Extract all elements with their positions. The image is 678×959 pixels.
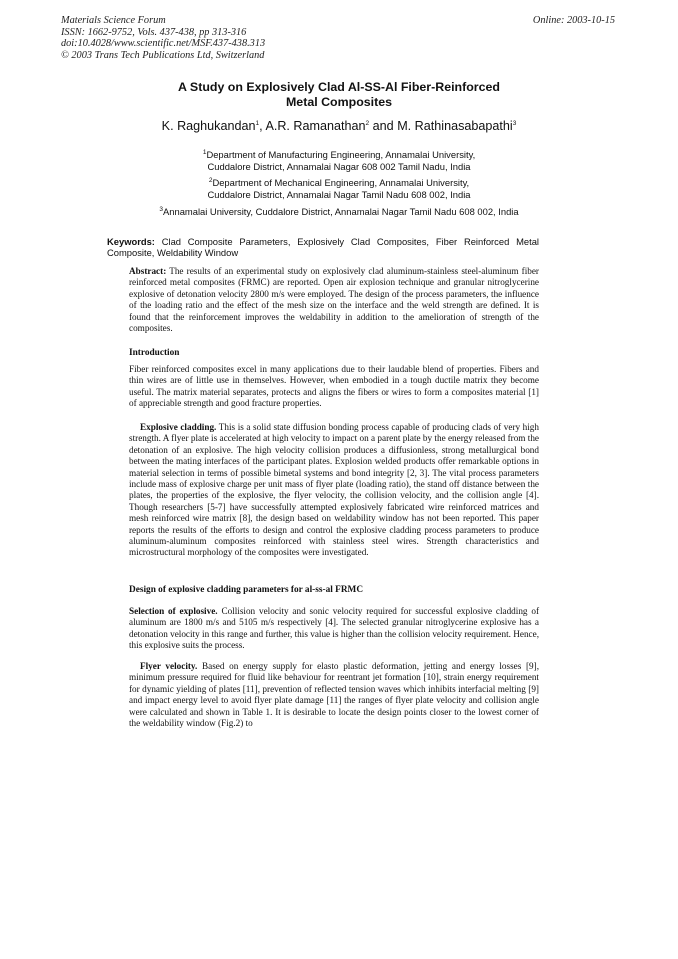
journal-name: Materials Science Forum [61,15,166,26]
introduction-heading: Introduction [129,348,180,358]
author-2: A.R. Ramanathan [265,119,366,133]
explosive-cladding-text: This is a solid state diffusion bonding process capable of producing clads of very high strength. A flyer plate is accelerated at high velocity to impact on a parent plate by the energy released from the detonation of an explosive. The high velocity collision produces a diffusionless, strong metallurgical bond between the mating interfaces of the participant plates. Explosion welded products offer remarkable options in material selection in terms of possible bimetal systems and bond integrity [2, 3]. The vital process parameters include mass of explosive charge per unit mass of flyer plate (loading ratio), the stand off distance between the plates, the properties of the explosive, the flyer velocity, the collision velocity, and the collision angle [4]. Though researchers [5-7] have successfully attempted explosively fabricated wire reinforced matrices and mesh reinforced wire matrix [8], the design based on weldability window has not been reported. This paper reports the results of the efforts to design and control the explosive cladding process parameters to produce aluminum-aluminum composites reinforced with stainless steel wires. Strength characteristics and microstructural morphology of the composites were investigated. [129,422,539,558]
introduction-text: Fiber reinforced composites excel in many applications due to their laudable blend of properties. Fibers and thin wires are of little use in themselves. However, when embodied in a tough ductile matrix they become useful. The matrix material separates, protects and aligns the fibers or wires to form a composites material [1] of appreciable strength and good fracture properties. [129,364,539,409]
author-3-mark: 3 [512,119,517,127]
explosive-cladding-paragraph [129,422,539,559]
affiliation-mark: 1 [202,148,207,156]
author-separator: and [369,119,398,133]
journal-header [61,15,265,61]
affiliation-line: Cuddalore District, Annamalai Nagar 608 002 Tamil Nadu, India [207,160,471,172]
author-1-mark: 1 [255,119,260,127]
affiliation-line: Department of Manufacturing Engineering, Annamalai University, [206,149,476,160]
design-heading: Design of explosive cladding parameters for al-ss-al FRMC [129,585,364,595]
issn-line: ISSN: 1662-9752, Vols. 437-438, pp 313-316 [61,26,247,38]
copyright-line: © 2003 Trans Tech Publications Ltd, Switzerland [61,49,265,61]
explosive-cladding-label: Explosive cladding. [140,422,217,432]
author-list [0,119,678,133]
doi-line: doi:10.4028/www.scientific.net/MSF.437-438.313 [61,38,266,49]
online-date: Online: 2003-10-15 [532,15,615,26]
selection-text: Collision velocity and sonic velocity required for successful explosive cladding of aluminum are 1800 m/s and 5105 m/s respectively [4]. The selected granular nitroglycerine explosive has a detonation velocity in this range and further, this value is higher than the collision velocity requirement. Hence, this explosive suits the process. [129,606,540,651]
affiliation-3 [0,206,678,218]
affiliation-2 [0,177,678,200]
keywords [107,236,539,258]
abstract [129,266,539,334]
paper-title [0,80,678,109]
flyer-velocity-label: Flyer velocity. [140,661,198,671]
title-line-1: A Study on Explosively Clad Al-SS-Al Fiber-Reinforced [178,80,500,94]
author-3: M. Rathinasabapathi [397,119,513,133]
affiliation-mark: 3 [159,205,164,213]
flyer-velocity-paragraph [129,661,539,729]
flyer-velocity-text: Based on energy supply for elasto plastic deformation, jetting and energy losses [9], minimum pressure required for fluid like behaviour for reentrant jet formation [10], strain energy requirement for dynamic yielding of plates [11], prevention of reflected tension waves which inhibits interfacial melting [9] and impact energy level to avoid flyer plate damage [11] the ranges of flyer plate velocity and collision angle were calculated and shown in Table 1. It is desirable to locate the design points closer to the lowest corner of the weldability window (Fig.2) to [129,661,539,729]
affiliation-line: Cuddalore District, Annamalai Nagar Tamil Nadu 608 002, India [207,188,471,200]
abstract-text: The results of an experimental study on explosively clad aluminum-stainless steel-aluminum fiber reinforced metal composites (FRMC) are reported. Open air explosion technique and granular nitroglycerine explosive of detonation velocity 2800 m/s were employed. The design of the process parameters, the influence of the loading ratio and the effect of the mesh size on the interface and the weld strength are defined. It is found that the reinforcement improves the weldability in addition to the amelioration of strength of the composites. [129,266,539,334]
author-separator: , [259,119,266,133]
affiliation-1 [0,149,678,172]
author-2-mark: 2 [365,119,370,127]
selection-label: Selection of explosive. [129,606,218,616]
title-line-2: Metal Composites [285,94,393,109]
affiliation-line: Annamalai University, Cuddalore District, Annamalai Nagar Tamil Nadu 608 002, India [163,206,519,217]
affiliation-mark: 2 [208,176,213,184]
keywords-label: Keywords: [107,236,155,247]
author-1: K. Raghukandan [161,119,256,133]
affiliation-line: Department of Mechanical Engineering, Annamalai University, [212,177,470,188]
abstract-label: Abstract: [129,266,167,276]
selection-paragraph [129,606,539,652]
keywords-text: Clad Composite Parameters, Explosively Clad Composites, Fiber Reinforced Metal Composite, Weldability Window [107,236,539,258]
